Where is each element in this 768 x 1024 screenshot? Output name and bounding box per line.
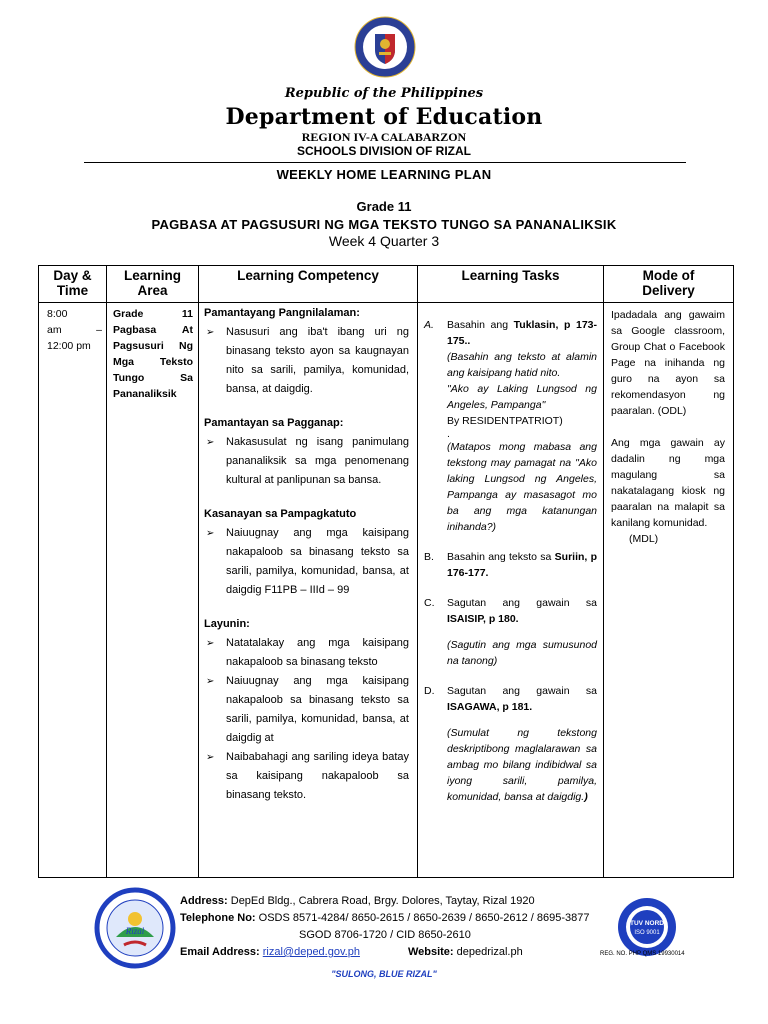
task-author: By RESIDENTPATRIOT) (447, 415, 563, 427)
contact-block (180, 893, 590, 961)
email-link[interactable]: rizal@deped.gov.ph (262, 946, 360, 958)
week-heading: Week 4 Quarter 3 (328, 233, 440, 249)
header-learning-area: Learning Area (107, 266, 199, 303)
list-item (204, 433, 409, 490)
task-note: (Sagutin ang mga sumusunod na tanong) (447, 639, 597, 667)
task-text: Basahin ang teksto sa (447, 551, 552, 563)
arrow-bullet-icon: ➢ (206, 638, 215, 649)
task-letter: B. (424, 551, 434, 563)
division-text: SCHOOLS DIVISION OF RIZAL (296, 144, 471, 158)
deped-seal-logo (353, 14, 417, 80)
list-item-text: Naibabahagi ang sariling ideya batay sa kaisipang nakapaloob sa binasang teksto. (226, 751, 409, 801)
time-am: am (47, 324, 62, 336)
logo-text: Rizal (125, 926, 145, 936)
task-reference: ISAISIP, p 180. (447, 613, 519, 625)
table-header-row (39, 266, 734, 303)
competency-list (204, 524, 409, 600)
list-item (204, 672, 409, 748)
iso-text: ISO 9001 (634, 930, 660, 936)
learning-competency-cell (199, 303, 418, 878)
delivery-mdl-tag: (MDL) (629, 533, 659, 545)
list-item-text: Nakasusulat ng isang panimulang pananaliksik sa mga penomenang kultural at panlipunan sa bansa. (226, 436, 409, 486)
telephone-line-2 (180, 927, 590, 944)
learning-tasks-cell (418, 303, 604, 878)
email-line (180, 944, 590, 961)
header-day-time: Day & Time (39, 266, 107, 303)
table-row (39, 303, 734, 878)
email-label: Email Address: (180, 946, 260, 958)
competency-section-title: Kasanayan sa Pampagkatuto (204, 508, 357, 520)
task-question: (Matapos mong mabasa ang tekstong may pamagat na "Ako laking Lungsod ng Angeles, Pampanga ay masasagot mo ba ang mga katanungan inihanda?) (447, 441, 597, 533)
plan-title: WEEKLY HOME LEARNING PLAN (276, 167, 492, 182)
list-item (204, 634, 409, 672)
delivery-mdl: Ang mga gawain ay dadalin ng mga magulang sa nakatalagang kiosk ng paaralan na malapit sa kanilang komunidad. (611, 437, 725, 529)
website-link[interactable]: depedrizal.ph (456, 946, 523, 958)
competency-list (204, 634, 409, 805)
arrow-bullet-icon: ➢ (206, 528, 215, 539)
header-mode-of-delivery: Mode of Delivery (604, 266, 734, 303)
telephone-label: Telephone No: (180, 912, 256, 924)
telephone-value-2: SGOD 8706-1720 / CID 8650-2610 (299, 929, 471, 941)
task-text: Sagutan ang gawain sa (447, 685, 597, 697)
motto-text: "SULONG, BLUE RIZAL" (331, 969, 437, 979)
address-line (180, 893, 590, 910)
competency-list (204, 323, 409, 399)
footer-divider (82, 877, 686, 878)
competency-section-title: Layunin: (204, 618, 250, 630)
region-text: REGION IV-A CALABARZON (301, 130, 467, 144)
learning-plan-table (38, 265, 734, 878)
republic-text: Republic of the Philippines (284, 86, 484, 101)
task-note: (Sumulat ng tekstong deskriptibong maglalarawan sa ambag mo bilang indibidwal sa iyong sarili, pamilya, komunidad, bansa at daigdig. (447, 727, 597, 803)
task-letter: A. (424, 319, 434, 331)
day-time-cell (39, 303, 107, 878)
arrow-bullet-icon: ➢ (206, 676, 215, 687)
task-note-close: ) (584, 791, 588, 803)
arrow-bullet-icon: ➢ (206, 752, 215, 763)
registration-number: REG. NO. PHP QMS 19930014 (600, 951, 685, 957)
arrow-bullet-icon: ➢ (206, 327, 215, 338)
list-item-text: Naiuugnay ang mga kaisipang nakapaloob sa binasang teksto sa sarili, pamilya, komunidad, bansa, at daigdig F11PB – IIId – 99 (226, 527, 409, 596)
task-note: (Basahin ang teksto at alamin ang kaisipang hatid nito. (447, 351, 597, 379)
time-dash: – (96, 324, 102, 336)
header-divider (84, 162, 686, 163)
task-d (424, 683, 597, 805)
list-item (204, 524, 409, 600)
time-start: 8:00 (47, 308, 68, 320)
list-item-text: Natatalakay ang mga kaisipang nakapaloob sa binasang teksto (226, 637, 409, 668)
task-reference: Tuklasin, p 173-175.. (447, 319, 597, 347)
task-text: Basahin ang (447, 319, 509, 331)
department-title: Department of Education (225, 104, 543, 130)
competency-list (204, 433, 409, 490)
task-letter: D. (424, 685, 435, 697)
tuv-iso-logo (616, 896, 678, 958)
telephone-line (180, 910, 590, 927)
task-reference: ISAGAWA, p 181. (447, 701, 533, 713)
address-label: Address: (180, 895, 228, 907)
time-end: 12:00 pm (47, 340, 91, 352)
header-learning-tasks: Learning Tasks (418, 266, 604, 303)
learning-area-cell (107, 303, 199, 878)
list-item-text: Naiuugnay ang mga kaisipang nakapaloob sa binasang teksto sa sarili, pamilya, komunidad, bansa, at daigdig at (226, 675, 409, 744)
grade-heading: Grade 11 (356, 199, 412, 214)
task-dot: . (447, 428, 450, 440)
time-am-row (47, 322, 102, 338)
list-item (204, 748, 409, 805)
learning-area-text: Grade 11 Pagbasa At Pagsusuri Ng Mga Teksto Tungo Sa Pananaliksik (113, 308, 193, 400)
competency-section-title: Pamantayan sa Pagganap: (204, 417, 344, 429)
website-label: Website: (407, 946, 454, 958)
subject-heading: PAGBASA AT PAGSUSURI NG MGA TEKSTO TUNGO SA PANANALIKSIK (151, 217, 617, 232)
address-value: DepEd Bldg., Cabrera Road, Brgy. Dolores, Taytay, Rizal 1920 (230, 895, 535, 907)
task-reference: Suriin, p 176-177. (447, 551, 598, 579)
task-b (424, 549, 597, 581)
task-a (424, 317, 597, 535)
rizal-division-logo (94, 887, 176, 969)
arrow-bullet-icon: ➢ (206, 437, 215, 448)
task-c (424, 595, 597, 669)
task-quote: "Ako ay Laking Lungsod ng Angeles, Pampanga" (447, 383, 597, 411)
delivery-odl: Ipadadala ang gawaim sa Google classroom, Group Chat o Facebook Page na inihanda ng guro na ayon sa rekomendasyon ng paaralan. (ODL) (611, 309, 725, 417)
list-item (204, 323, 409, 399)
list-item-text: Nasusuri ang iba't ibang uri ng binasang teksto ayon sa kaugnayan nito sa sarili, pamilya, komunidad, bansa, at daigdig. (226, 326, 409, 395)
header-learning-competency: Learning Competency (199, 266, 418, 303)
telephone-value: OSDS 8571-4284/ 8650-2615 / 8650-2639 / 8650-2612 / 8695-3877 (258, 912, 590, 924)
tuv-text: TUV NORD (630, 920, 664, 927)
competency-section-title: Pamantayang Pangnilalaman: (204, 307, 360, 319)
task-text: Sagutan ang gawain sa (447, 597, 597, 609)
mode-of-delivery-cell (604, 303, 734, 878)
task-letter: C. (424, 597, 435, 609)
